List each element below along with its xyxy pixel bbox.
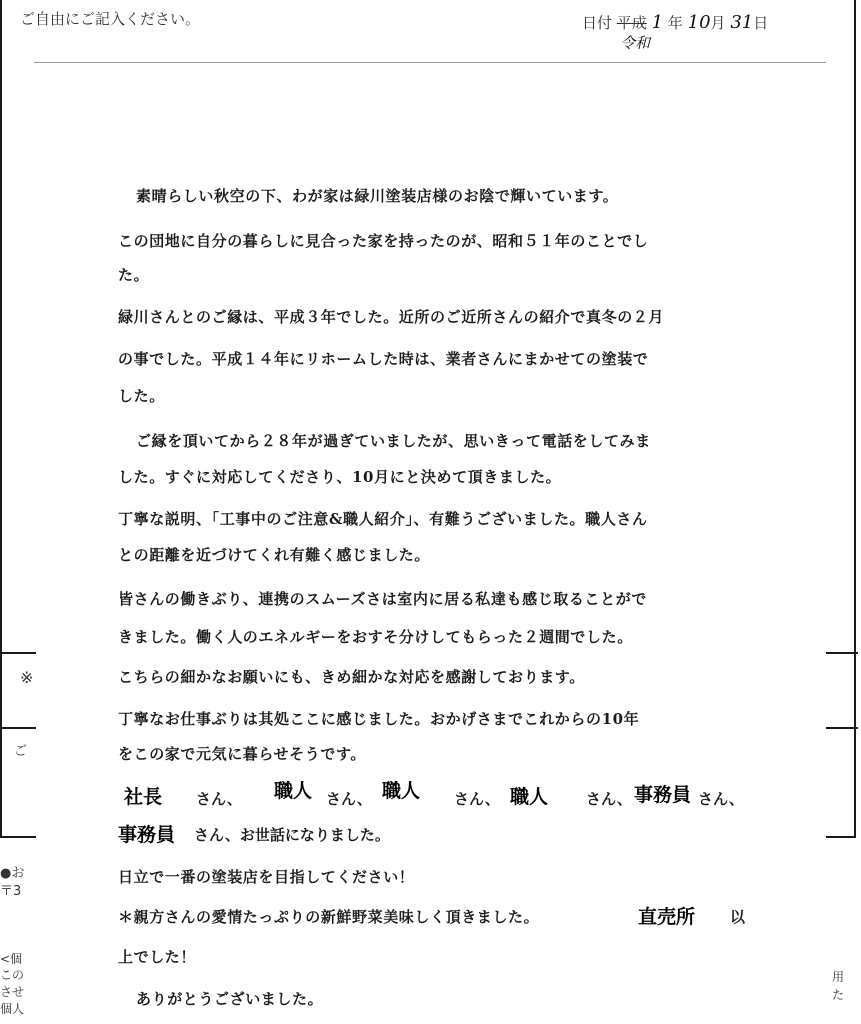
letter-line: この団地に自分の暮らしに見合った家を持ったのが、昭和５１年のことでし xyxy=(118,232,649,250)
letter-line: 緑川さんとのご縁は、平成３年でした。近所のご近所さんの紹介で真冬の２月 xyxy=(118,308,665,326)
form-rule xyxy=(0,652,36,654)
name-suffix: さん、 xyxy=(454,790,500,808)
letter-line: 以 xyxy=(730,908,746,926)
name-suffix: さん、お世話になりました。 xyxy=(194,826,390,844)
era-handwritten: 令和 xyxy=(620,34,651,52)
form-rule xyxy=(826,652,858,654)
name-suffix: さん、 xyxy=(698,790,744,808)
date-year-unit: 年 xyxy=(667,14,683,32)
date-field xyxy=(582,12,768,33)
thanks-names-row xyxy=(118,820,518,850)
form-bullet-text: ●お xyxy=(0,866,25,881)
form-instruction: ご自由にご記入ください。 xyxy=(20,10,201,28)
letter-line: の事でした。平成１４年にリホームした時は、業者さんにまかせての塗装で xyxy=(118,350,649,368)
name-suffix: さん、 xyxy=(586,790,632,808)
era-printed: 平成 xyxy=(616,14,647,32)
form-note-mark: ※ xyxy=(20,668,34,687)
form-rule xyxy=(0,727,36,729)
privacy-text: させ xyxy=(0,985,25,999)
date-label: 日付 xyxy=(582,14,613,32)
customer-letter xyxy=(36,170,826,1024)
letter-line: きました。働く人のエネルギーをおすそ分けしてもらった２週間でした。 xyxy=(118,628,633,646)
letter-line: ご縁を頂いてから２８年が過ぎていましたが、思いきって電話をしてみま xyxy=(136,432,651,450)
privacy-text: <個 xyxy=(0,952,23,966)
form-postal-text: 〒3 xyxy=(0,884,22,899)
header-divider xyxy=(34,62,826,63)
privacy-text: この xyxy=(0,968,25,982)
letter-line: 皆さんの働きぶり、連携のスムーズさは室内に居る私達も感じ取ることがで xyxy=(118,590,647,608)
letter-line: 丁寧な説明、「工事中のご注意&職人紹介」、有難うございました。職人さん xyxy=(118,510,648,528)
letter-line: こちらの細かなお願いにも、きめ細かな対応を感謝しております。 xyxy=(118,668,585,686)
privacy-text: 個人 xyxy=(0,1002,25,1016)
date-year: 1 xyxy=(651,12,664,33)
letter-line: した。 xyxy=(118,387,165,405)
letter-line: 素晴らしい秋空の下、わが家は緑川塗装店様のお陰で輝いています。 xyxy=(136,187,619,205)
letter-line: た。 xyxy=(118,266,150,284)
letter-line: 日立で一番の塗装店を目指してください！ xyxy=(118,868,415,886)
name-label: 職人 xyxy=(382,781,421,802)
letter-line: 丁寧なお仕事ぶりは其処ここに感じました。おかげさまでこれからの10年 xyxy=(118,710,640,728)
shop-label: 直売所 xyxy=(638,907,696,928)
privacy-text: た xyxy=(832,988,845,1002)
name-suffix: さん、 xyxy=(326,790,372,808)
letter-line: 上でした！ xyxy=(118,948,197,966)
privacy-text: 用 xyxy=(832,970,845,984)
name-label: 職人 xyxy=(510,787,549,808)
thanks-names-row xyxy=(118,778,758,808)
letter-line: との距離を近づけてくれ有難く感じました。 xyxy=(118,546,431,564)
form-field-label: ご xyxy=(14,744,28,759)
letter-line: ありがとうございました。 xyxy=(136,990,324,1008)
name-suffix: さん、 xyxy=(196,790,242,808)
name-label: 事務員 xyxy=(118,825,176,846)
name-label: 職人 xyxy=(274,781,313,802)
letter-line: した。すぐに対応してくださり、10月にと決めて頂きました。 xyxy=(118,468,562,486)
letter-line: ＊親方さんの愛情たっぷりの新鮮野菜美味しく頂きました。 xyxy=(118,908,540,926)
form-rule xyxy=(826,727,858,729)
date-month-unit: 月 xyxy=(710,14,726,32)
letter-line: をこの家で元気に暮らせそうです。 xyxy=(118,745,366,763)
date-day-unit: 日 xyxy=(753,14,769,32)
date-month: 10 xyxy=(687,12,711,33)
name-label: 社長 xyxy=(124,787,163,808)
date-day: 31 xyxy=(730,12,754,33)
name-label: 事務員 xyxy=(634,785,692,806)
